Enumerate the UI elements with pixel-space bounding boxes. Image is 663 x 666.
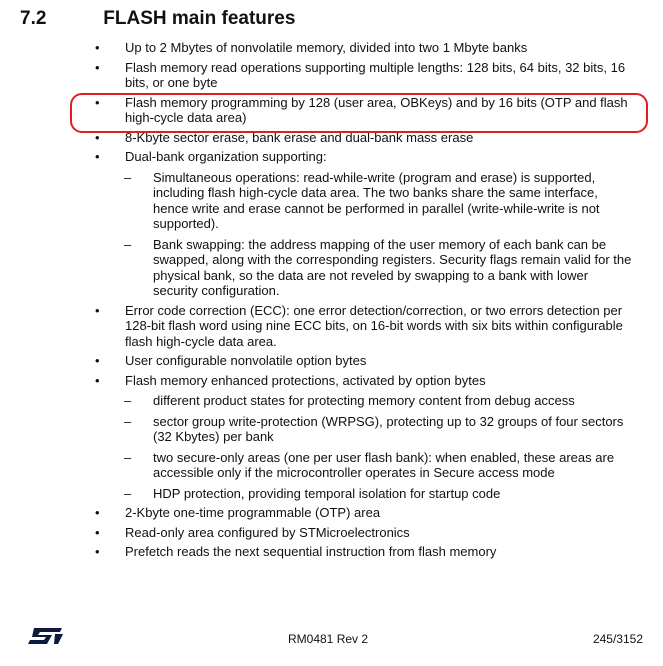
list-item [0,373,663,389]
sub-list-item-text: sector group write-protection (WRPSG), protecting up to 32 groups of four sectors (32 Kbytes) per bank [153,413,624,444]
list-item-text: Error code correction (ECC): one error detection/correction, or two errors detection per 128-bit flash word using nine ECC bits, on 16-bit words with six bits within configurable flash high-cycle data area. [125,302,623,349]
page-number: 245/3152 [592,632,643,646]
list-item [0,353,663,369]
st-logo [26,626,66,646]
list-item-text: 8-Kbyte sector erase, bank erase and dual-bank mass erase [125,129,474,145]
bullet-icon: • [95,149,100,164]
bullet-icon: • [95,40,100,55]
sub-list-item [0,170,663,232]
sub-list-item [0,393,663,409]
sub-list-item [0,414,663,445]
dash-icon: – [124,169,132,185]
list-item [0,525,663,541]
dash-icon: – [124,485,132,501]
list-item-text: Read-only area configured by STMicroelectronics [125,524,410,540]
list-item-text: Flash memory programming by 128 (user area, OBKeys) and by 16 bits (OTP and flash high-cycle data area) [125,94,628,125]
sub-list-item-text: Simultaneous operations: read-while-write (program and erase) is supported, including flash high-cycle data area. The two banks share the same interface, hence write and erase cannot be performed in parallel (write-while-write is not supported). [153,169,600,231]
sub-list-item [0,450,663,481]
list-item-text: Flash memory read operations supporting multiple lengths: 128 bits, 64 bits, 32 bits, 16 bits, or one byte [125,59,626,90]
dash-icon: – [124,393,132,408]
list-item-text: 2-Kbyte one-time programmable (OTP) area [125,505,381,520]
list-item [0,505,663,521]
bullet-icon: • [95,353,100,368]
list-item-text: User configurable nonvolatile option bytes [125,353,367,368]
bullet-icon: • [95,524,100,540]
list-item [0,544,663,560]
list-item [0,303,663,350]
section-heading [20,8,295,30]
bullet-icon: • [95,94,100,110]
bullet-icon: • [95,544,100,559]
sub-list-item-text: different product states for protecting memory content from debug access [153,393,575,408]
sub-list-item-text: HDP protection, providing temporal isolation for startup code [153,485,501,501]
highlight-box [70,93,648,133]
dash-icon: – [124,236,132,252]
list-item [0,149,663,165]
bullet-icon: • [95,302,100,318]
section-title: FLASH main features [103,8,296,29]
dash-icon: – [124,413,132,429]
list-item-text: Prefetch reads the next sequential instruction from flash memory [125,544,497,559]
list-item [0,60,663,91]
bullet-icon: • [95,372,100,388]
doc-id: RM0481 Rev 2 [288,632,369,646]
list-item-text: Up to 2 Mbytes of nonvolatile memory, divided into two 1 Mbyte banks [125,40,528,55]
bullet-icon: • [95,59,100,75]
section-number: 7.2 [20,8,47,29]
sub-list-item [0,486,663,502]
sub-list-item [0,237,663,299]
list-item [0,40,663,56]
sub-list-item-text: Bank swapping: the address mapping of the user memory of each bank can be swapped, along with the corresponding registers. Security flags remain valid for the physical bank, so the data are not reveled by swapping to a bank with lower security configuration. [153,236,632,298]
list-item-text: Flash memory enhanced protections, activated by option bytes [125,372,486,388]
dash-icon: – [124,449,132,465]
list-item-text: Dual-bank organization supporting: [125,149,327,164]
bullet-icon: • [95,129,100,145]
bullet-icon: • [95,505,100,520]
sub-list-item-text: two secure-only areas (one per user flash bank): when enabled, these areas are accessible only if the microcontroller operates in Secure access mode [153,449,615,480]
page-footer [0,626,663,656]
